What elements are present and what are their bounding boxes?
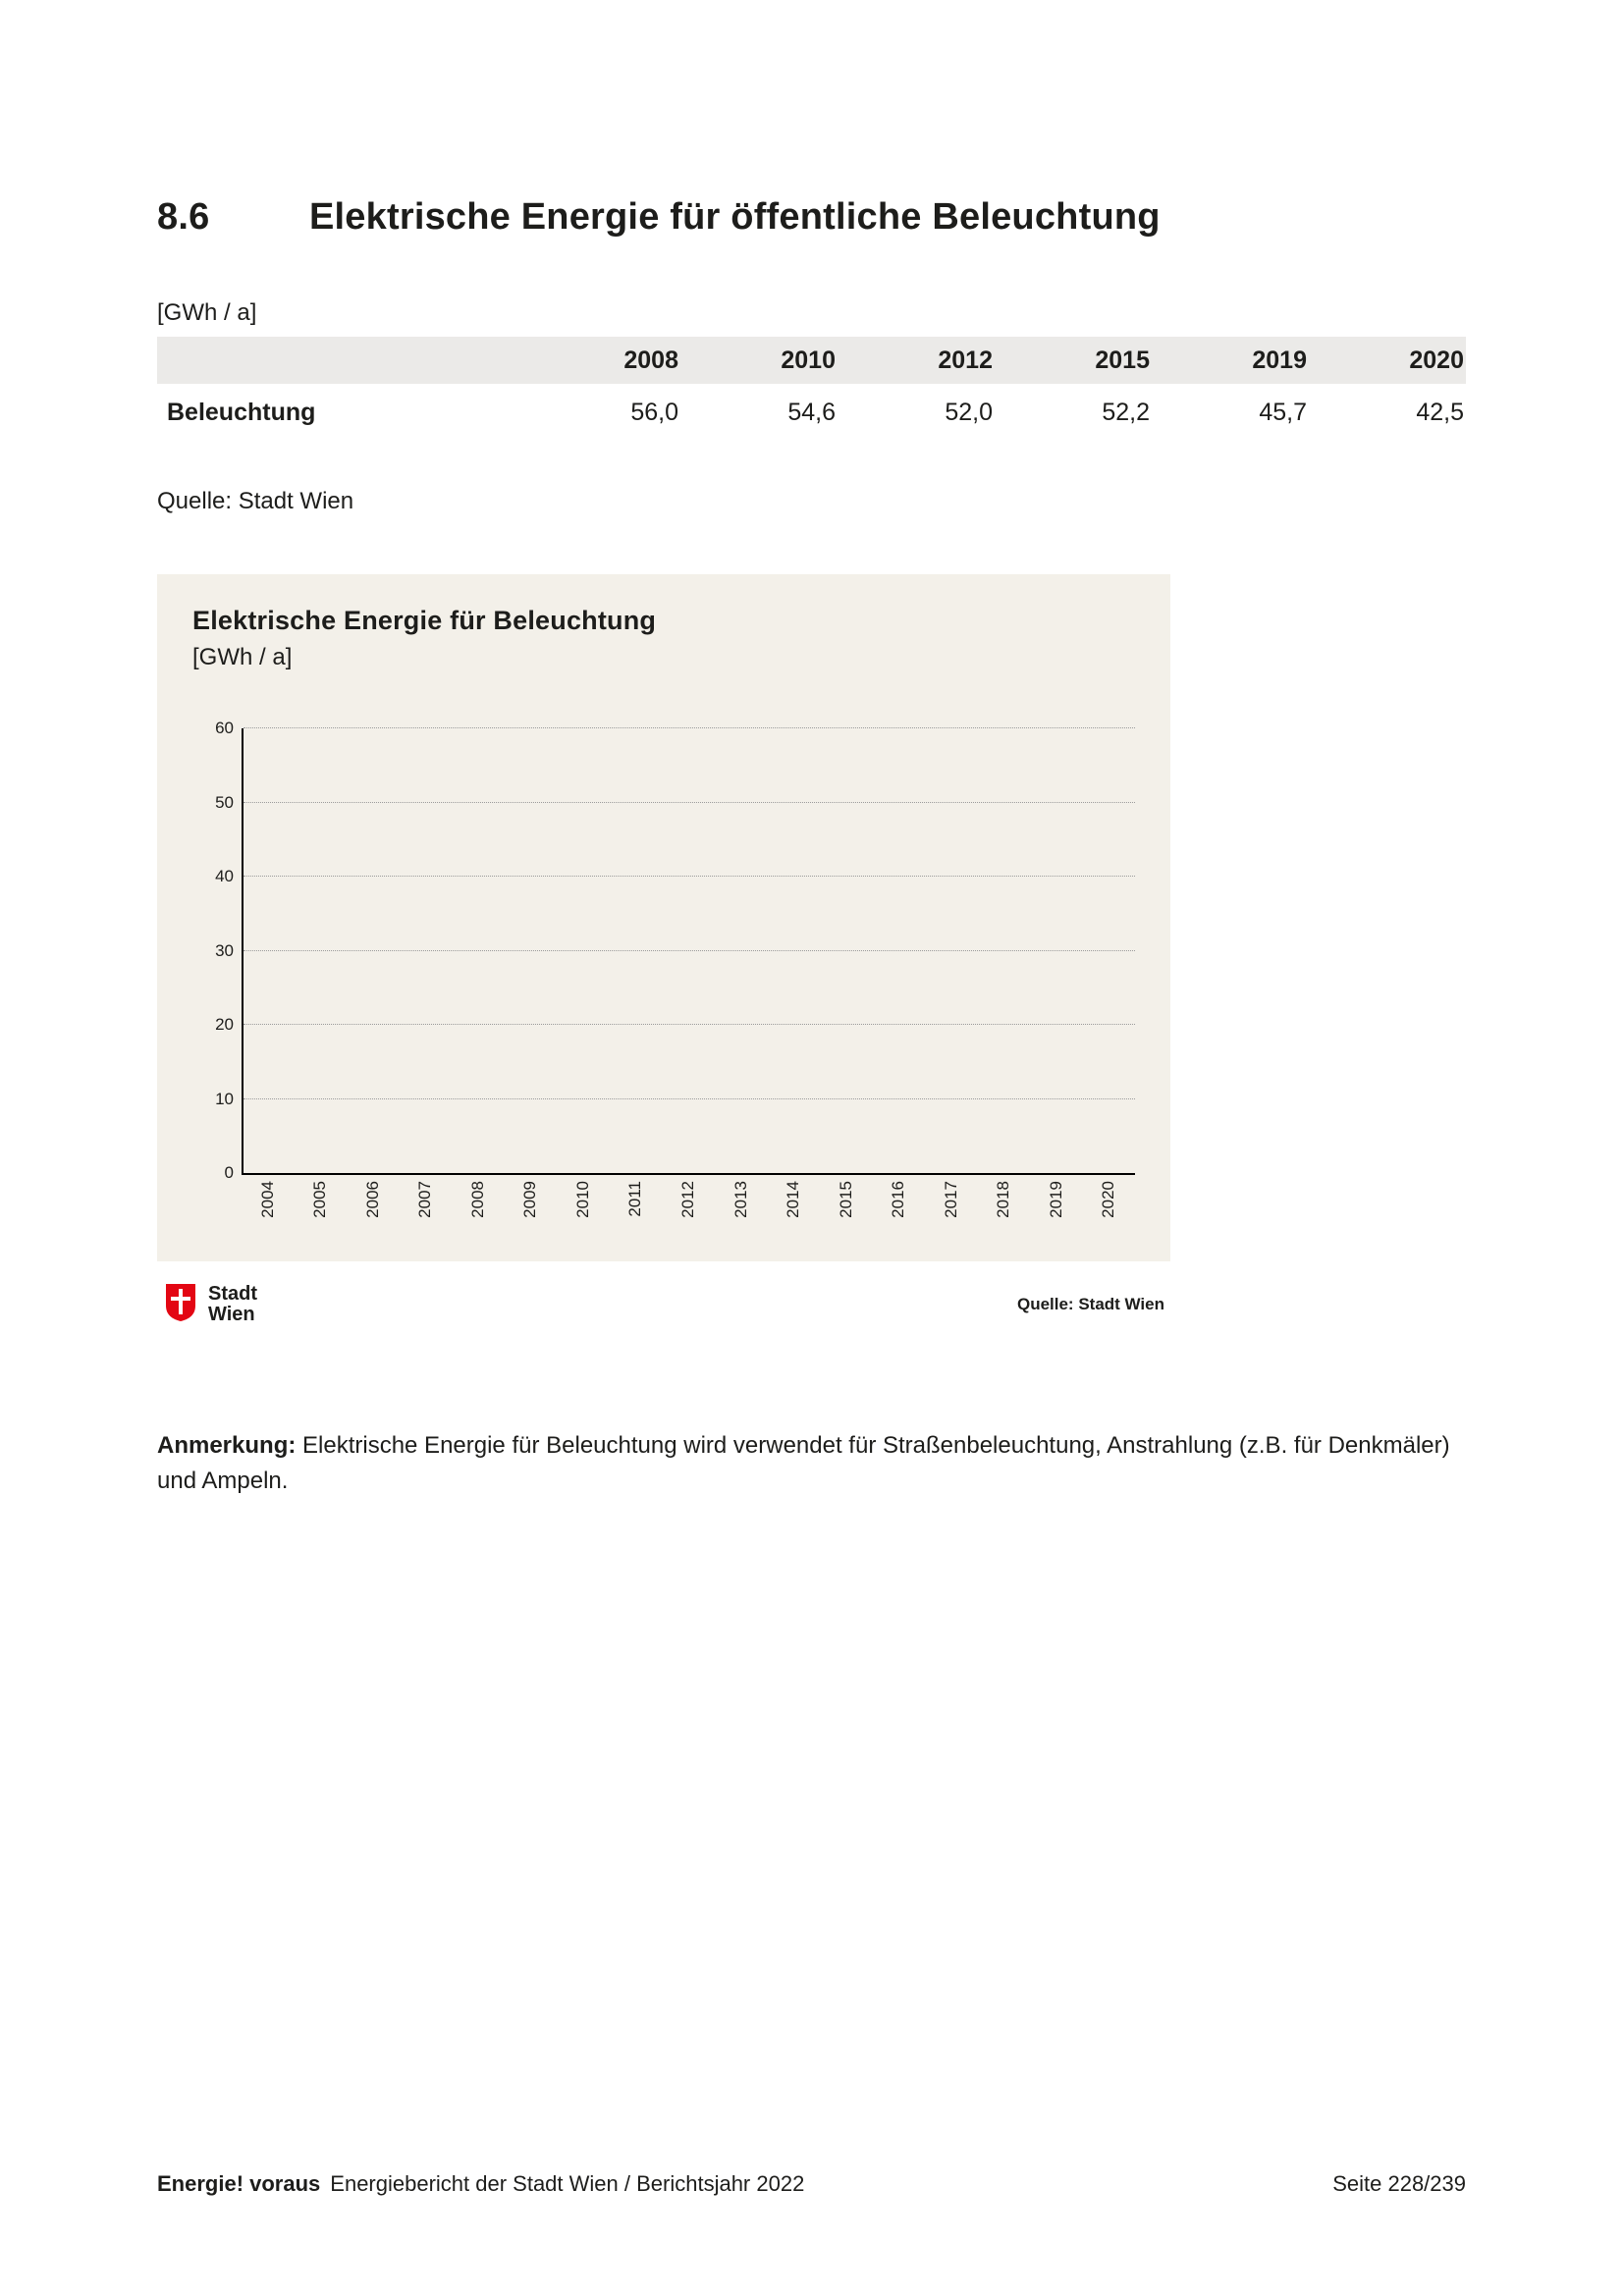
table-year-header: 2012 <box>938 346 993 374</box>
table-year-header: 2019 <box>1252 346 1307 374</box>
x-axis-label: 2006 <box>362 1181 382 1218</box>
x-label-slot <box>347 1181 400 1246</box>
y-axis-label: 20 <box>215 1015 234 1035</box>
y-axis-label: 30 <box>215 940 234 960</box>
x-labels <box>242 1181 1135 1246</box>
table-year-header: 2008 <box>623 346 678 374</box>
chart-source: Quelle: Stadt Wien <box>1016 1295 1164 1313</box>
table-year-header: 2015 <box>1095 346 1150 374</box>
x-label-slot <box>715 1181 768 1246</box>
x-axis-label: 2017 <box>941 1181 960 1218</box>
x-label-slot <box>925 1181 978 1246</box>
x-axis-label: 2008 <box>467 1181 487 1218</box>
table-year-header: 2020 <box>1409 346 1464 374</box>
table-unit-label: [GWh / a] <box>157 299 257 326</box>
stadt-wien-shield-icon <box>163 1282 198 1328</box>
page-title: Elektrische Energie für öffentliche Beleuchtung <box>309 196 1161 238</box>
y-axis-label: 60 <box>215 719 234 737</box>
y-axis-label: 50 <box>215 792 234 812</box>
x-axis-label: 2014 <box>784 1181 803 1218</box>
table-value-cell: 52,2 <box>1102 398 1150 426</box>
note-label: Anmerkung: <box>157 1432 297 1459</box>
y-axis-label: 10 <box>215 1089 234 1108</box>
chart-panel <box>157 574 1170 1261</box>
x-label-slot <box>295 1181 348 1246</box>
x-axis-label: 2009 <box>520 1181 540 1218</box>
x-label-slot <box>557 1181 610 1246</box>
chart-plot <box>215 719 1135 1182</box>
plot-region <box>192 719 1135 1246</box>
x-label-slot <box>1083 1181 1136 1246</box>
x-axis-label: 2007 <box>415 1181 435 1218</box>
note-text: Elektrische Energie für Beleuchtung wird verwendet für Straßenbeleuchtung, Anstrahlung (z.B. für Denkmäler) und Ampeln. <box>157 1432 1450 1494</box>
logo-line2: Wien <box>208 1304 255 1325</box>
x-label-slot <box>610 1181 663 1246</box>
bars-layer <box>243 728 1135 1173</box>
table-source: Quelle: Stadt Wien <box>157 488 354 514</box>
x-label-slot <box>820 1181 873 1246</box>
table-value-cell: 45,7 <box>1259 398 1307 426</box>
section-heading <box>157 196 1466 239</box>
footer-page-number: Seite 228/239 <box>1332 2171 1466 2196</box>
page-footer <box>157 2171 1466 2197</box>
chart-figure <box>157 574 1170 1334</box>
x-label-slot <box>242 1181 295 1246</box>
chart-subtitle: [GWh / a] <box>192 644 293 670</box>
stadt-wien-logo <box>163 1282 257 1328</box>
x-axis-label: 2010 <box>572 1181 592 1218</box>
x-label-slot <box>505 1181 558 1246</box>
chart-title: Elektrische Energie für Beleuchtung <box>192 606 657 635</box>
x-label-slot <box>452 1181 505 1246</box>
x-axis-label: 2013 <box>730 1181 750 1218</box>
y-axis-label: 0 <box>224 1163 234 1182</box>
table-row <box>157 384 1466 441</box>
x-axis-label: 2020 <box>1099 1181 1118 1218</box>
footer-brand: Energie! voraus <box>157 2171 321 2196</box>
x-label-slot <box>1030 1181 1083 1246</box>
x-axis-label: 2012 <box>678 1181 698 1218</box>
figure-footer <box>157 1261 1170 1334</box>
x-axis-label: 2015 <box>836 1181 855 1218</box>
x-axis-label: 2018 <box>994 1181 1013 1218</box>
footer-doc-title: Energiebericht der Stadt Wien / Berichtsjahr 2022 <box>330 2171 805 2196</box>
y-axis-label: 40 <box>215 867 234 886</box>
x-axis-label: 2005 <box>310 1181 330 1218</box>
table-value-cell: 56,0 <box>630 398 678 426</box>
x-label-slot <box>662 1181 715 1246</box>
table-value-cell: 42,5 <box>1416 398 1464 426</box>
x-label-slot <box>977 1181 1030 1246</box>
table-value-cell: 52,0 <box>945 398 993 426</box>
table-header-row <box>157 337 1466 384</box>
table-year-header: 2010 <box>781 346 836 374</box>
x-axis-label: 2016 <box>889 1181 908 1218</box>
table-row-label: Beleuchtung <box>167 398 316 426</box>
logo-line1: Stadt <box>208 1283 257 1305</box>
x-axis-label: 2019 <box>1046 1181 1065 1218</box>
data-table <box>157 337 1466 441</box>
section-number: 8.6 <box>157 196 210 238</box>
note-paragraph <box>157 1428 1466 1499</box>
x-label-slot <box>872 1181 925 1246</box>
stadt-wien-logo-text <box>208 1284 257 1325</box>
x-axis-label: 2011 <box>625 1181 645 1217</box>
footer-left <box>157 2171 804 2197</box>
x-label-slot <box>767 1181 820 1246</box>
x-axis-label: 2004 <box>257 1181 277 1218</box>
x-label-slot <box>400 1181 453 1246</box>
table-value-cell: 54,6 <box>787 398 836 426</box>
